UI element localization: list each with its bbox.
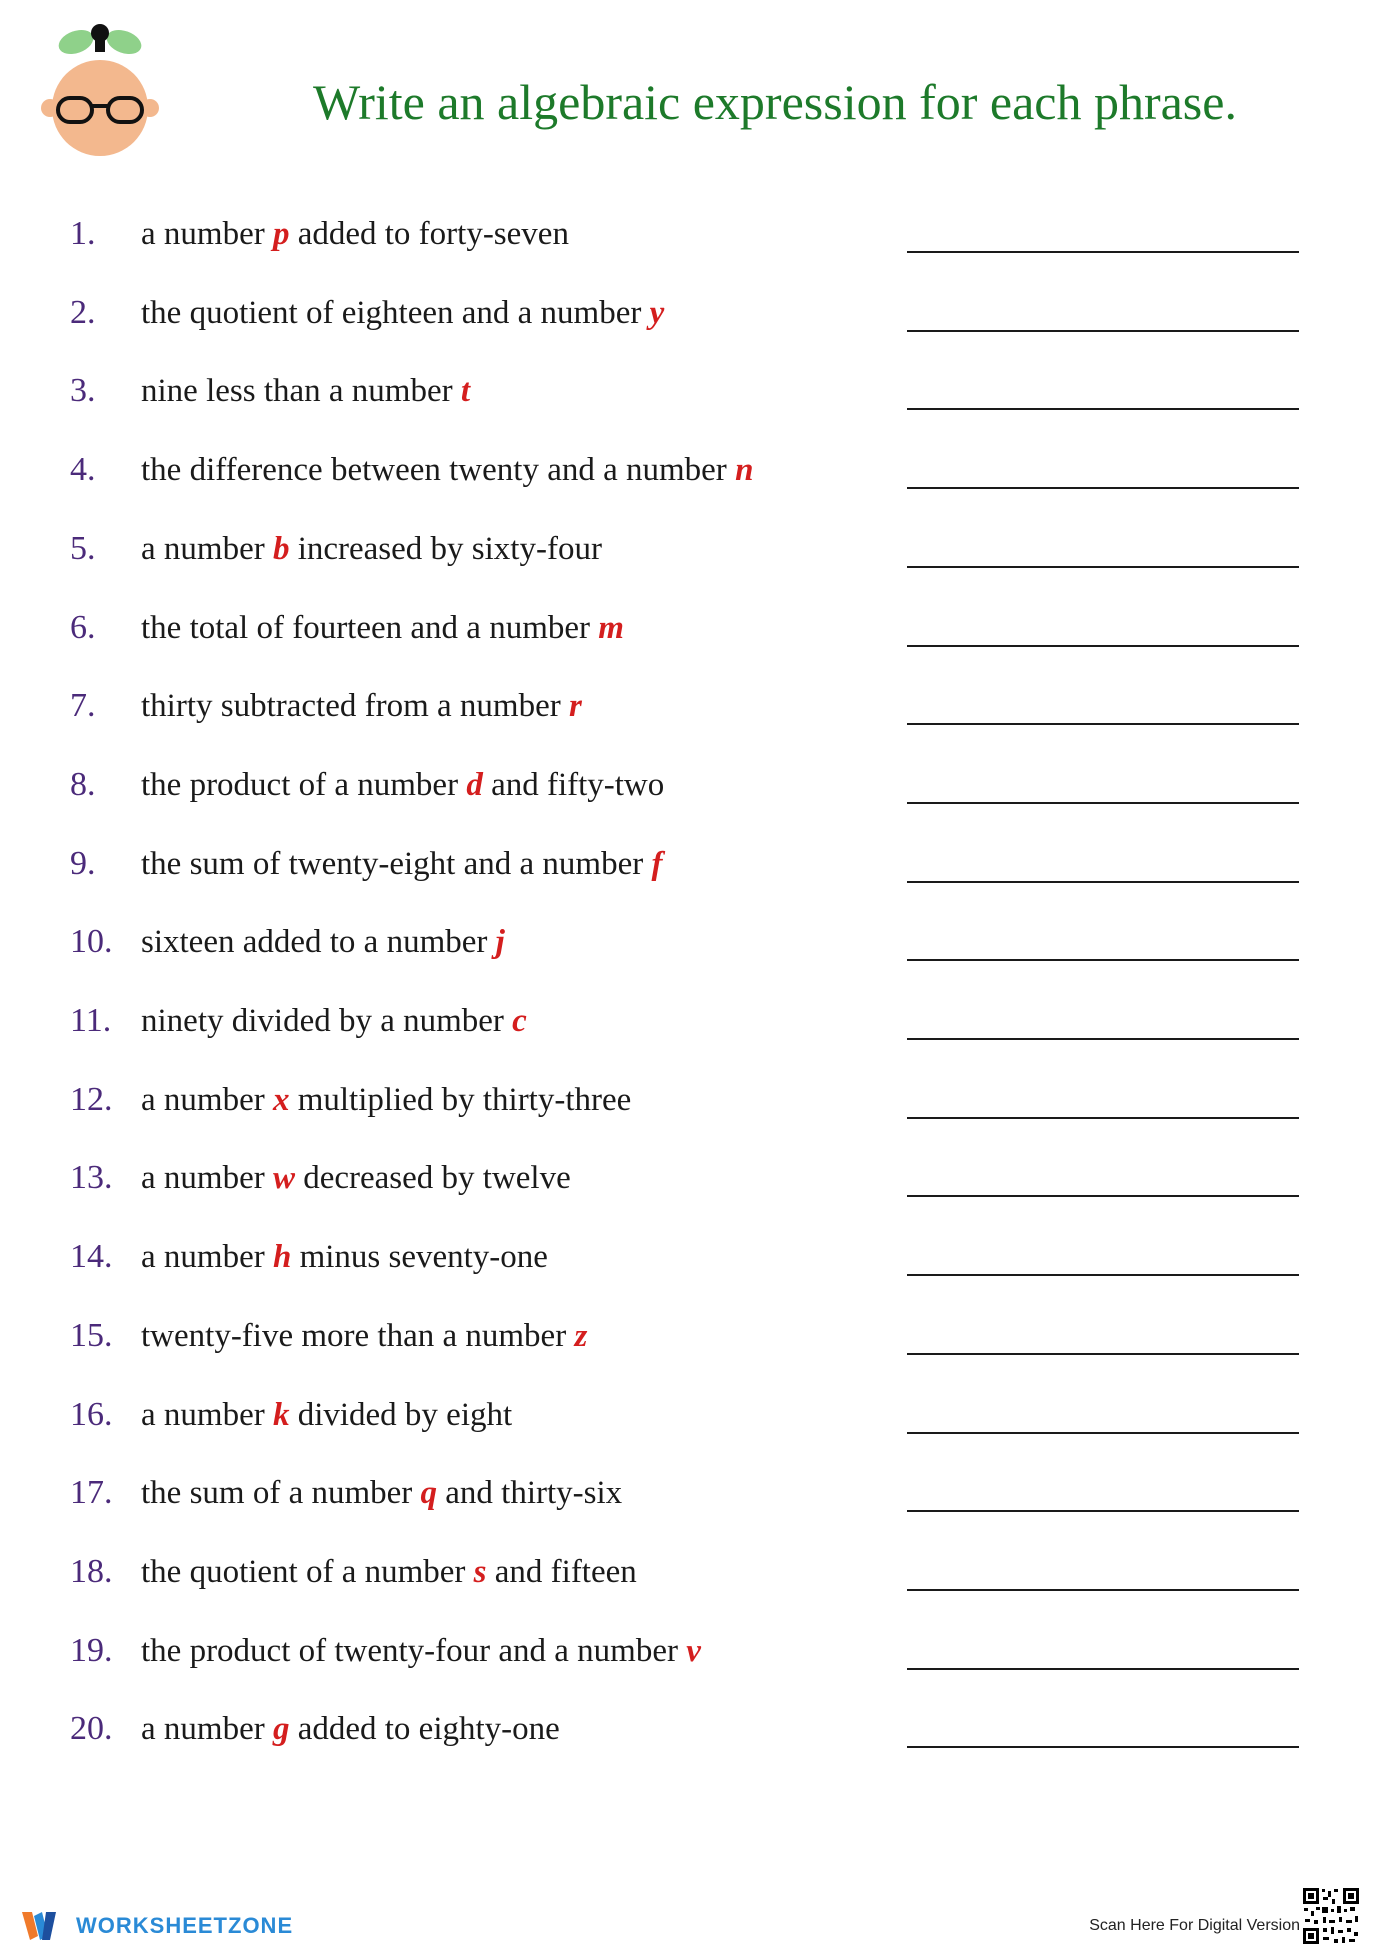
question-item [0,598,1376,658]
phrase-text-before: the product of a number [141,767,467,803]
question-number: 18. [70,1553,113,1590]
question-number: 13. [70,1159,113,1196]
question-number: 3. [70,372,96,409]
answer-blank[interactable] [907,330,1299,332]
answer-blank[interactable] [907,1353,1299,1355]
phrase-text-before: the total of fourteen and a number [141,610,599,646]
answer-blank[interactable] [907,1195,1299,1197]
question-phrase [141,440,753,500]
question-item [0,1070,1376,1130]
phrase-text-before: twenty-five more than a number [141,1318,575,1354]
variable-letter: v [686,1633,701,1669]
question-phrase [141,283,664,343]
phrase-text-after: added to eighty-one [289,1711,560,1747]
worksheetzone-logo-icon [20,1908,68,1944]
question-number: 12. [70,1081,113,1118]
phrase-text-after: decreased by twelve [294,1160,571,1196]
variable-letter: r [568,688,582,724]
variable-letter: q [420,1475,438,1511]
answer-blank[interactable] [907,408,1299,410]
question-phrase [141,1699,560,1759]
question-phrase [141,912,505,972]
variable-letter: t [460,373,471,409]
variable-letter: s [473,1554,487,1590]
question-number: 5. [70,530,96,567]
answer-blank[interactable] [907,1668,1299,1670]
question-phrase [141,519,602,579]
question-number: 11. [70,1002,112,1039]
variable-letter: n [735,452,754,488]
question-phrase [141,676,582,736]
answer-blank[interactable] [907,802,1299,804]
phrase-text-before: the product of twenty-four and a number [141,1633,687,1669]
question-phrase [141,755,664,815]
variable-letter: f [651,846,663,882]
phrase-text-after: divided by eight [289,1397,513,1433]
question-phrase [141,1385,512,1445]
phrase-text-after: and fifteen [486,1554,637,1590]
question-phrase [141,834,662,894]
answer-blank[interactable] [907,1117,1299,1119]
variable-letter: w [272,1160,295,1196]
phrase-text-before: the quotient of a number [141,1554,474,1590]
scan-instruction: Scan Here For Digital Version [1089,1917,1300,1934]
answer-blank[interactable] [907,1038,1299,1040]
brand-name: WORKSHEETZONE [76,1913,294,1938]
phrase-text-after: increased by sixty-four [289,531,602,567]
phrase-text-before: a number [141,1711,273,1747]
question-item [0,912,1376,972]
answer-blank[interactable] [907,1746,1299,1748]
question-phrase [141,598,624,658]
question-number: 9. [70,845,96,882]
variable-letter: k [272,1397,290,1433]
qr-code-icon[interactable] [1302,1887,1360,1945]
question-item [0,991,1376,1051]
question-item [0,283,1376,343]
question-number: 4. [70,451,96,488]
page-title: Write an algebraic expression for each phrase. [313,74,1237,130]
variable-letter: x [272,1082,290,1118]
question-number: 2. [70,294,96,331]
question-item [0,1148,1376,1208]
variable-letter: g [272,1711,290,1747]
phrase-text-before: the sum of a number [141,1475,421,1511]
question-number: 17. [70,1474,113,1511]
question-item [0,676,1376,736]
answer-blank[interactable] [907,1274,1299,1276]
phrase-text-before: thirty subtracted from a number [141,688,569,724]
question-item [0,1463,1376,1523]
phrase-text-after: and thirty-six [437,1475,623,1511]
variable-letter: b [272,531,290,567]
question-number: 14. [70,1238,113,1275]
question-item [0,834,1376,894]
question-number: 1. [70,215,96,252]
answer-blank[interactable] [907,1589,1299,1591]
phrase-text-before: a number [141,1082,273,1118]
question-phrase [141,1621,701,1681]
variable-letter: p [272,216,290,252]
variable-letter: m [598,610,624,646]
variable-letter: d [466,767,483,803]
question-item [0,1306,1376,1366]
phrase-text-before: the sum of twenty-eight and a number [141,846,652,882]
phrase-text-before: a number [141,1397,273,1433]
phrase-text-before: sixteen added to a number [141,924,496,960]
phrase-text-before: a number [141,531,273,567]
question-item [0,204,1376,264]
phrase-text-after: multiplied by thirty-three [289,1082,632,1118]
question-number: 16. [70,1396,113,1433]
question-item [0,1699,1376,1759]
variable-letter: j [495,924,505,960]
phrase-text-after: minus seventy-one [291,1239,548,1275]
question-phrase [141,991,527,1051]
answer-blank[interactable] [907,1432,1299,1434]
brand-logo [20,1908,293,1944]
question-number: 10. [70,923,113,960]
question-item [0,1621,1376,1681]
phrase-text-before: a number [141,1160,273,1196]
question-number: 19. [70,1632,113,1669]
phrase-text-before: the quotient of eighteen and a number [141,295,650,331]
question-item [0,1542,1376,1602]
variable-letter: z [574,1318,588,1354]
question-phrase [141,204,569,264]
question-phrase [141,1148,571,1208]
question-number: 8. [70,766,96,803]
phrase-text-before: nine less than a number [141,373,461,409]
question-number: 7. [70,687,96,724]
answer-blank[interactable] [907,645,1299,647]
question-item [0,519,1376,579]
question-phrase [141,1542,637,1602]
question-phrase [141,1227,548,1287]
phrase-text-before: a number [141,216,273,252]
phrase-text-after: added to forty-seven [289,216,569,252]
answer-blank[interactable] [907,487,1299,489]
phrase-text-before: a number [141,1239,273,1275]
question-phrase [141,1306,587,1366]
question-item [0,440,1376,500]
variable-letter: y [649,295,665,331]
answer-blank[interactable] [907,251,1299,253]
question-item [0,1227,1376,1287]
question-phrase [141,361,470,421]
question-number: 20. [70,1710,113,1747]
phrase-text-before: ninety divided by a number [141,1003,513,1039]
answer-blank[interactable] [907,566,1299,568]
question-phrase [141,1463,622,1523]
answer-blank[interactable] [907,723,1299,725]
answer-blank[interactable] [907,881,1299,883]
question-item [0,361,1376,421]
answer-blank[interactable] [907,959,1299,961]
answer-blank[interactable] [907,1510,1299,1512]
question-number: 6. [70,609,96,646]
question-phrase [141,1070,631,1130]
question-item [0,1385,1376,1445]
variable-letter: h [272,1239,292,1275]
phrase-text-before: the difference between twenty and a number [141,452,736,488]
phrase-text-after: and fifty-two [482,767,665,803]
question-item [0,755,1376,815]
question-number: 15. [70,1317,113,1354]
variable-letter: c [512,1003,527,1039]
